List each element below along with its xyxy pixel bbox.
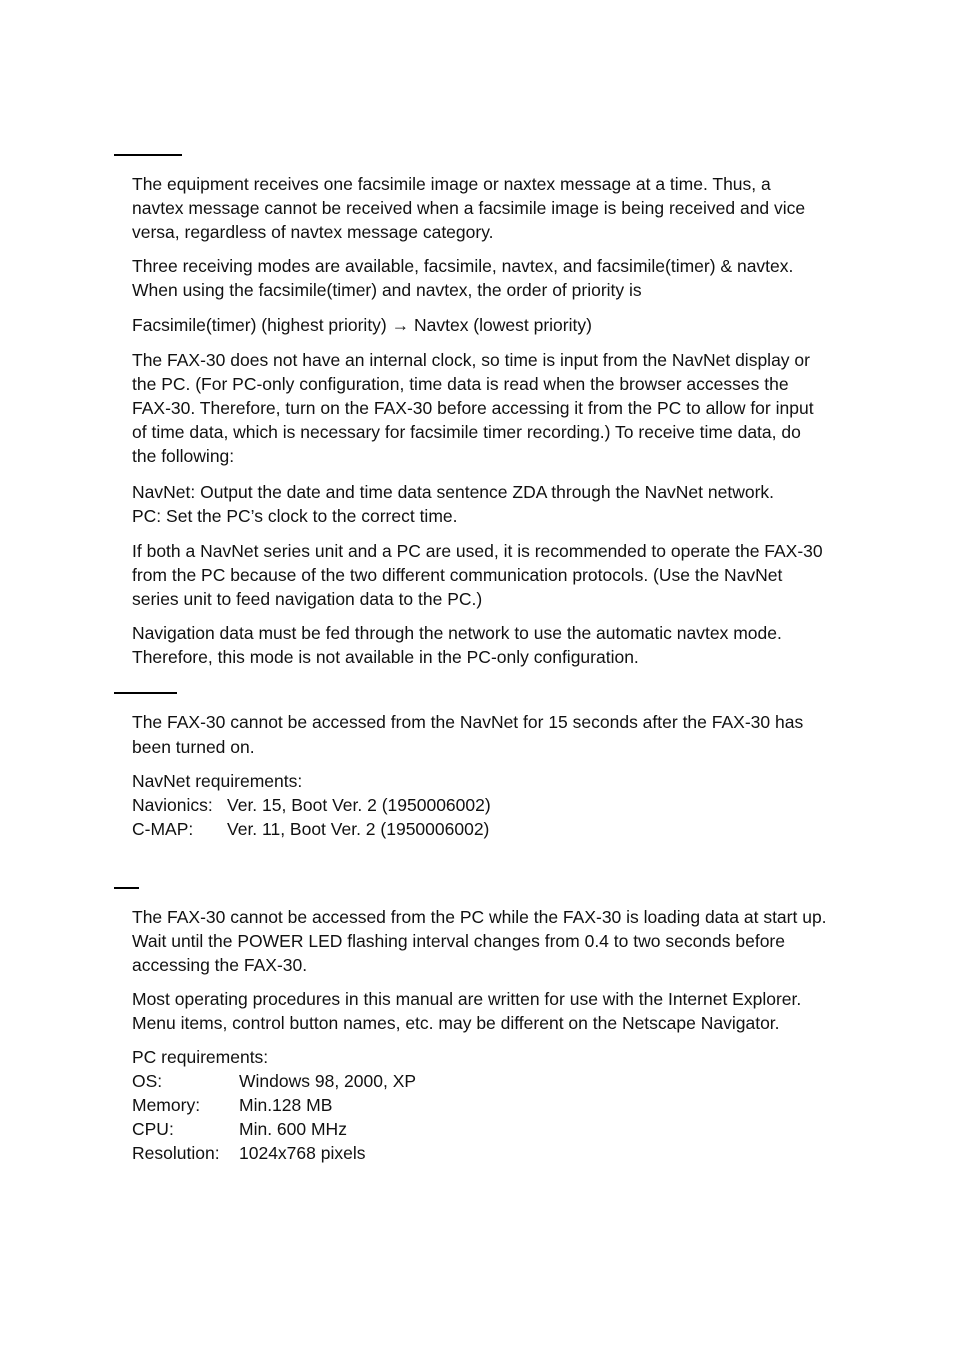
paragraph-3-1: The FAX-30 cannot be accessed from the PC while the FAX-30 is loading data at start up. Wait until the POWER LED flashing interval changes from 0.4 to two seconds before accessing the FAX-30. — [132, 907, 827, 975]
requirement-row — [132, 817, 872, 841]
navnet-requirements-list — [132, 793, 872, 841]
requirement-value: Ver. 11, Boot Ver. 2 (1950006002) — [227, 819, 490, 839]
paragraph-1-5: NavNet: Output the date and time data sentence ZDA through the NavNet network. PC: Set the PC’s clock to the correct time. — [132, 482, 775, 526]
paragraph-1-1: The equipment receives one facsimile image or naxtex message at a time. Thus, a navtex message cannot be received when a facsimile image is being received and vice versa, regardless of navtex message category. — [132, 174, 806, 242]
requirement-key: CPU: — [132, 1119, 174, 1139]
paragraph-2-1: The FAX-30 cannot be accessed from the NavNet for 15 seconds after the FAX-30 has been turned on. — [132, 712, 804, 757]
requirement-value: Min.128 MB — [239, 1095, 333, 1115]
paragraph-1-2: Three receiving modes are available, facsimile, navtex, and facsimile(timer) & navtex. When using the facsimile(timer) and navtex, the order of priority is — [132, 256, 794, 300]
paragraph-3-2: Most operating procedures in this manual are written for use with the Internet Explorer. Menu items, control button names, etc. may be different on the Netscape Navigator. — [132, 989, 802, 1033]
requirement-key: Navionics: — [132, 795, 213, 815]
paragraph-1-3: Facsimile(timer) (highest priority) → Navtex (lowest priority) — [132, 315, 592, 335]
requirement-value: Min. 600 MHz — [239, 1119, 347, 1139]
paragraph-1-6: If both a NavNet series unit and a PC are used, it is recommended to operate the FAX-30 from the PC because of the two different communication protocols. (Use the NavNet series unit to feed navigation data to the PC.) — [132, 541, 823, 609]
requirement-row — [132, 1093, 872, 1117]
requirement-row — [132, 1141, 872, 1165]
requirement-value: Ver. 15, Boot Ver. 2 (1950006002) — [227, 795, 491, 815]
requirement-row — [132, 1069, 872, 1093]
paragraph-1-4: The FAX-30 does not have an internal clock, so time is input from the NavNet display or the PC. (For PC-only configuration, time data is read when the browser accesses the FAX-30. Therefore, turn on the FAX-30 before accessing it from the PC to allow for input of time data, which is necessary for facsimile timer recording.) To receive time data, do the following: — [132, 350, 814, 466]
requirement-key: Memory: — [132, 1095, 201, 1115]
requirement-value: 1024x768 pixels — [239, 1143, 366, 1163]
requirement-row — [132, 1117, 872, 1141]
requirement-key: C-MAP: — [132, 819, 194, 839]
pc-requirements-title: PC requirements: — [132, 1047, 269, 1067]
requirement-key: OS: — [132, 1071, 163, 1091]
section-1 — [132, 172, 872, 669]
requirement-row — [132, 793, 872, 817]
section-2 — [132, 710, 872, 841]
requirement-key: Resolution: — [132, 1143, 220, 1163]
requirement-value: Windows 98, 2000, XP — [239, 1071, 417, 1091]
section-3 — [132, 905, 872, 1165]
paragraph-1-7: Navigation data must be fed through the network to use the automatic navtex mode. Therefore, this mode is not available in the PC-only configuration. — [132, 623, 782, 667]
section-rule-2 — [114, 692, 177, 694]
section-rule-1 — [114, 154, 182, 156]
navnet-requirements-title: NavNet requirements: — [132, 771, 303, 791]
section-rule-3 — [114, 887, 139, 889]
pc-requirements-list — [132, 1069, 872, 1165]
